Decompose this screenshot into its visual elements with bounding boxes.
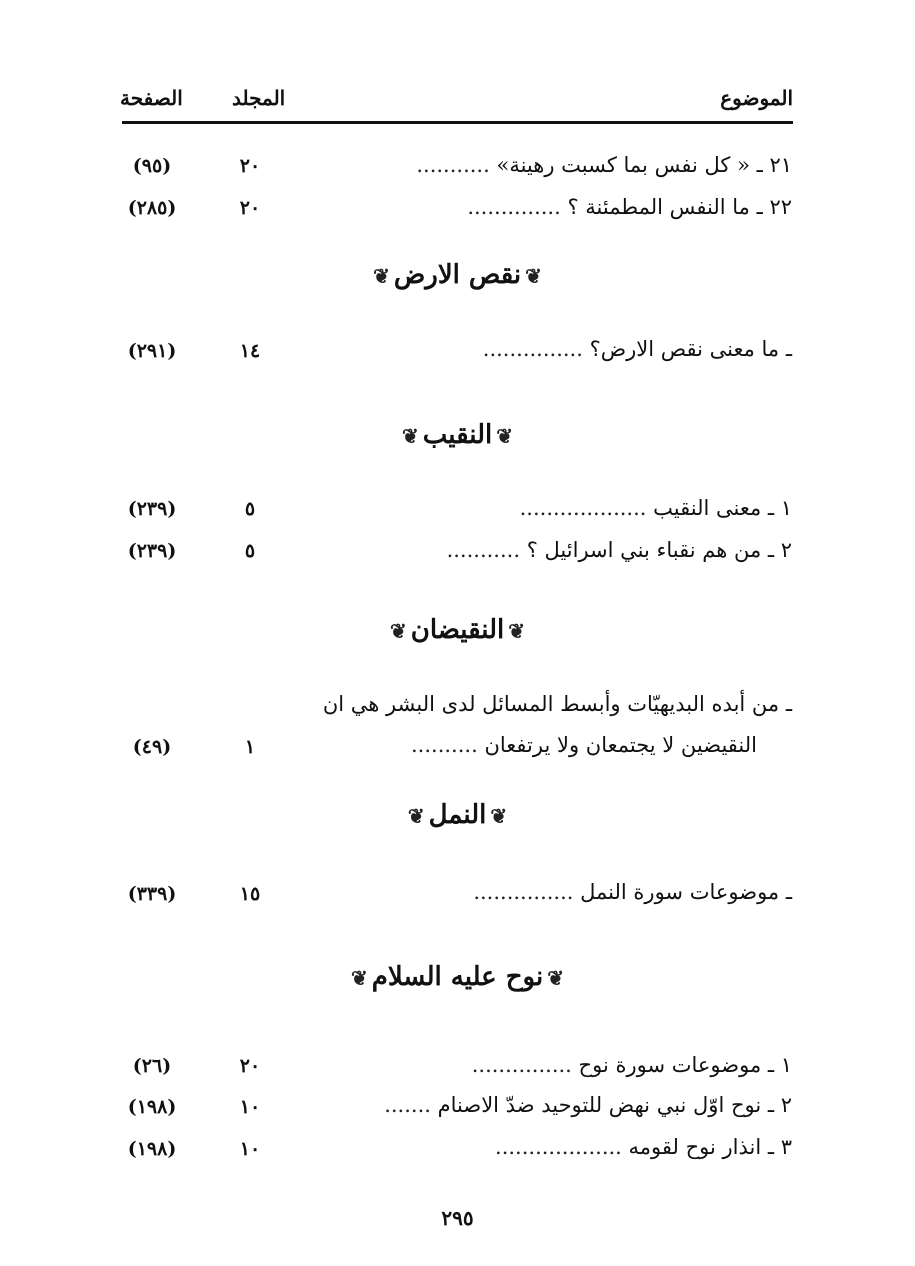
index-entry-volume: ٢٠ bbox=[239, 155, 261, 177]
index-entry-page: (٤٩) bbox=[132, 736, 172, 758]
index-entry-volume: ١٤ bbox=[239, 340, 261, 362]
index-entry-volume: ٥ bbox=[244, 498, 256, 520]
index-entry-text: ٢ ـ من هم نقباء بني اسرائيل ؟ ........... bbox=[446, 538, 792, 562]
index-entry-text: ١ ـ موضوعات سورة نوح ............... bbox=[471, 1053, 792, 1077]
index-entry-text: ٢٢ ـ ما النفس المطمئنة ؟ .............. bbox=[467, 195, 792, 219]
index-entry-page: (١٩٨) bbox=[127, 1096, 177, 1118]
page-number: ٢٩٥ bbox=[441, 1206, 474, 1230]
index-entry-page: (٢٣٩) bbox=[127, 498, 177, 520]
header-page: الصفحة bbox=[120, 86, 183, 110]
index-entry-text: ٢١ ـ « كل نفس بما كسبت رهينة» ........... bbox=[416, 153, 792, 177]
ornament-icon: ❦ bbox=[407, 804, 425, 828]
ornament-icon: ❦ bbox=[401, 424, 419, 448]
ornament-icon: ❦ bbox=[351, 966, 368, 990]
index-entry-volume: ١٥ bbox=[239, 883, 261, 905]
index-entry-page: (٢٦) bbox=[132, 1055, 172, 1077]
index-entry-text: ١ ـ معنى النقيب ................... bbox=[519, 496, 792, 520]
header-volume: المجلد bbox=[232, 86, 286, 110]
index-entry-volume: ١ bbox=[244, 736, 256, 758]
ornament-icon: ❦ bbox=[389, 619, 407, 643]
section-heading: ❦النقيب❦ bbox=[401, 420, 514, 450]
index-entry-text: ـ ما معنى نقص الارض؟ ............... bbox=[482, 337, 792, 361]
index-entry-page: (٩٥) bbox=[132, 155, 172, 177]
index-entry-text: ـ موضوعات سورة النمل ............... bbox=[473, 880, 792, 904]
section-heading: ❦نوح عليه السلام❦ bbox=[351, 962, 564, 992]
ornament-icon: ❦ bbox=[508, 619, 526, 643]
index-entry-page: (٢٣٩) bbox=[127, 540, 177, 562]
section-heading: ❦النقيضان❦ bbox=[389, 615, 526, 645]
section-heading: ❦نقص الارض❦ bbox=[373, 260, 542, 290]
index-entry-page: (٢٨٥) bbox=[127, 197, 177, 219]
section-heading: ❦النمل❦ bbox=[407, 800, 508, 830]
index-entry-volume: ٥ bbox=[244, 540, 256, 562]
index-entry-page: (٣٣٩) bbox=[127, 883, 177, 905]
index-entry-text: ٣ ـ انذار نوح لقومه ................... bbox=[495, 1135, 792, 1159]
index-entry-text: ٢ ـ نوح اوّل نبي نهض للتوحيد ضدّ الاصنام ....... bbox=[384, 1093, 792, 1117]
index-entry-volume: ٢٠ bbox=[239, 1055, 261, 1077]
index-entry-volume: ١٠ bbox=[239, 1138, 261, 1160]
index-entry-volume: ١٠ bbox=[239, 1096, 261, 1118]
index-entry-page: (٢٩١) bbox=[127, 340, 177, 362]
ornament-icon: ❦ bbox=[496, 424, 514, 448]
header-topic: الموضوع bbox=[720, 86, 793, 110]
index-entry-text: ـ من أبده البديهيّات وأبسط المسائل لدى البشر هي ان bbox=[322, 692, 792, 716]
ornament-icon: ❦ bbox=[525, 264, 542, 288]
index-entry-page: (١٩٨) bbox=[127, 1138, 177, 1160]
ornament-icon: ❦ bbox=[547, 966, 564, 990]
index-entry-text: النقيضين لا يجتمعان ولا يرتفعان .......... bbox=[411, 733, 757, 757]
ornament-icon: ❦ bbox=[373, 264, 390, 288]
ornament-icon: ❦ bbox=[490, 804, 508, 828]
index-entry-volume: ٢٠ bbox=[239, 197, 261, 219]
header-rule bbox=[122, 121, 793, 124]
